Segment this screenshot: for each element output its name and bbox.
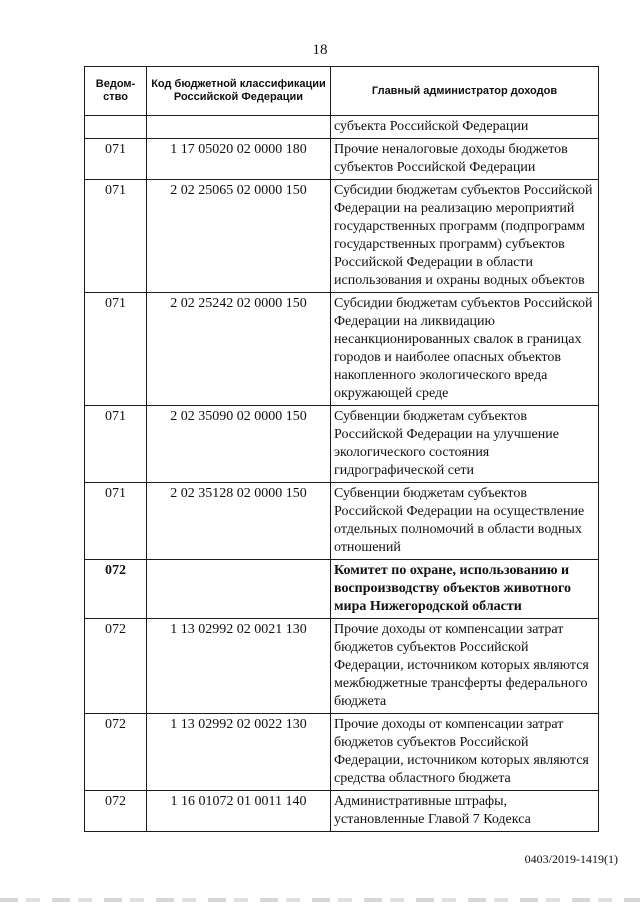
table-row-department-header [85, 560, 599, 619]
cell-dept: 071 [85, 180, 147, 293]
header-code: Код бюджетной классификации Российской Федерации [147, 67, 331, 116]
cell-name: Комитет по охране, использованию и воспроизводству объектов животного мира Нижегородской области [331, 560, 599, 619]
cell-dept: 071 [85, 483, 147, 560]
table-header-row [85, 67, 599, 116]
cell-dept: 071 [85, 293, 147, 406]
cell-dept: 072 [85, 714, 147, 791]
table-row [85, 139, 599, 180]
cell-code: 2 02 35128 02 0000 150 [147, 483, 331, 560]
cell-code: 1 17 05020 02 0000 180 [147, 139, 331, 180]
cell-name: Субвенции бюджетам субъектов Российской Федерации на улучшение экологического состояния гидрографической сети [331, 406, 599, 483]
cell-name: Прочие неналоговые доходы бюджетов субъектов Российской Федерации [331, 139, 599, 180]
table-row [85, 619, 599, 714]
header-dept: Ведом-ство [85, 67, 147, 116]
table-row [85, 116, 599, 139]
table-row [85, 791, 599, 832]
cell-code: 2 02 25065 02 0000 150 [147, 180, 331, 293]
table-row [85, 714, 599, 791]
page-number: 18 [312, 42, 328, 58]
header-admin: Главный администратор доходов [331, 67, 599, 116]
budget-table [84, 66, 599, 832]
table-row [85, 406, 599, 483]
cell-name: субъекта Российской Федерации [331, 116, 599, 139]
cell-name: Субсидии бюджетам субъектов Российской Федерации на ликвидацию несанкционированных свалок в границах городов и наиболее опасных объектов накопленного экологического вреда окружающей среде [331, 293, 599, 406]
cell-name: Субвенции бюджетам субъектов Российской Федерации на осуществление отдельных полномочий в области водных отношений [331, 483, 599, 560]
table-row [85, 293, 599, 406]
table-row [85, 180, 599, 293]
cell-code [147, 560, 331, 619]
table-row [85, 483, 599, 560]
cell-dept: 071 [85, 406, 147, 483]
cell-code [147, 116, 331, 139]
cell-code: 1 13 02992 02 0021 130 [147, 619, 331, 714]
cell-code: 1 16 01072 01 0011 140 [147, 791, 331, 832]
cell-name: Прочие доходы от компенсации затрат бюджетов субъектов Российской Федерации, источником которых являются межбюджетные трансферты федерального бюджета [331, 619, 599, 714]
cell-code: 2 02 35090 02 0000 150 [147, 406, 331, 483]
cell-name: Субсидии бюджетам субъектов Российской Федерации на реализацию мероприятий государственных программ (подпрограмм государственных программ) субъектов Российской Федерации в области использования и охраны водных объектов [331, 180, 599, 293]
cell-dept: 072 [85, 560, 147, 619]
cell-dept: 071 [85, 139, 147, 180]
document-id: 0403/2019-1419(1) [524, 852, 618, 866]
cell-dept: 072 [85, 791, 147, 832]
cell-code: 1 13 02992 02 0022 130 [147, 714, 331, 791]
scan-artifact-strip [0, 898, 640, 902]
cell-name: Прочие доходы от компенсации затрат бюджетов субъектов Российской Федерации, источником которых являются средства областного бюджета [331, 714, 599, 791]
cell-dept [85, 116, 147, 139]
cell-code: 2 02 25242 02 0000 150 [147, 293, 331, 406]
cell-dept: 072 [85, 619, 147, 714]
cell-name: Административные штрафы, установленные Главой 7 Кодекса [331, 791, 599, 832]
